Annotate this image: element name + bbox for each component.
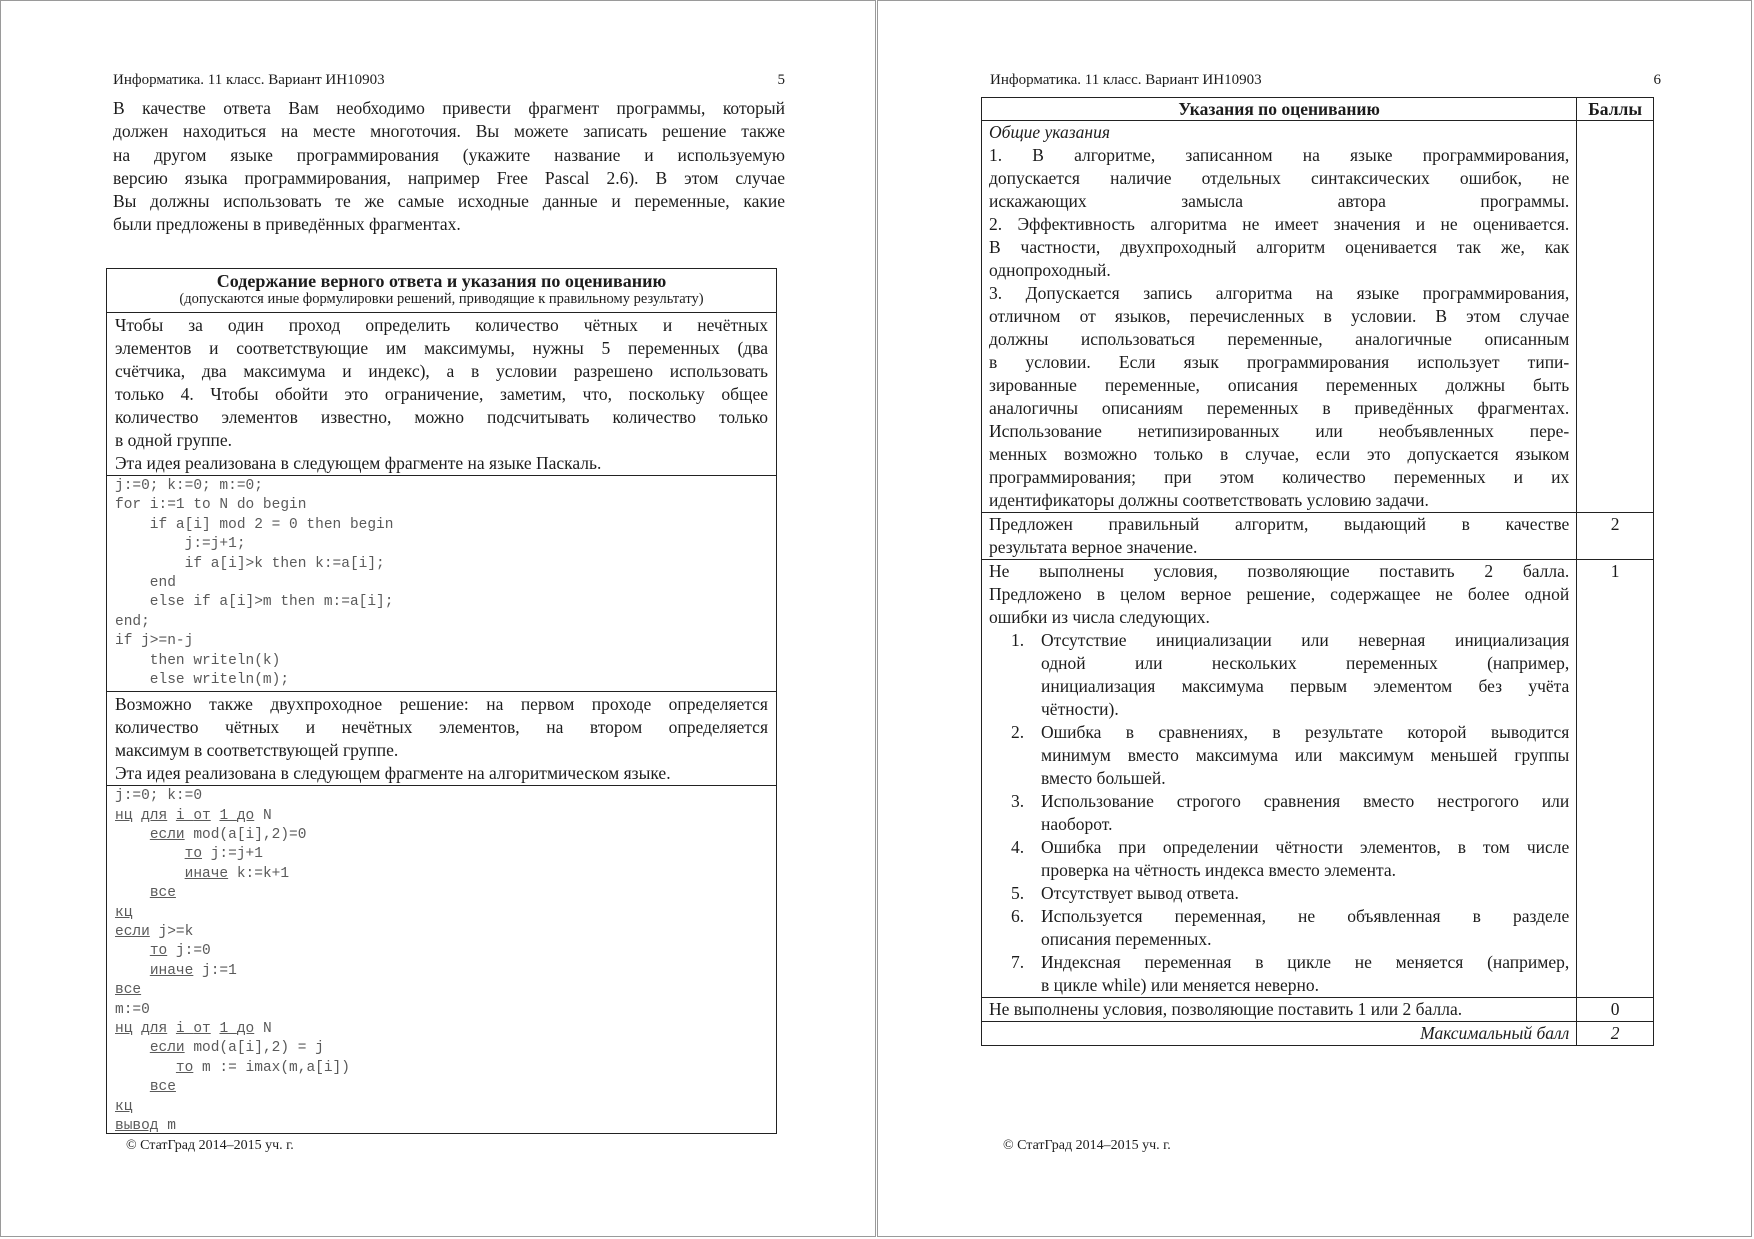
general-instruction-line: 2. Эффективность алгоритма не имеет значения и не оценивается. <box>989 214 1570 234</box>
error-item-line: чётности). <box>1041 699 1119 719</box>
score-cell <box>1577 121 1654 513</box>
code-keyword: кц <box>115 1098 133 1115</box>
general-instruction-line: 3. Допускается запись алгоритма на языке программирования, <box>989 283 1570 303</box>
page-footer: © СтатГрад 2014–2015 уч. г. <box>1003 1138 1171 1153</box>
criterion-line: Не выполнены условия, позволяющие поставить 2 балла. <box>989 561 1570 581</box>
page-number: 6 <box>1653 72 1661 88</box>
code-keyword: от <box>193 807 211 824</box>
code-line: else writeln(m); <box>115 671 290 688</box>
error-item-number: 1. <box>1011 630 1025 650</box>
error-item-line: Используется переменная, не объявленная в разделе <box>1041 906 1570 926</box>
max-score-value: 2 <box>1577 1022 1654 1046</box>
code-keyword: если <box>149 827 185 844</box>
code-line: for i:=1 to N do begin <box>115 497 307 514</box>
answer-table <box>106 268 777 1134</box>
explanation-line: Эта идея реализована в следующем фрагменте на языке Паскаль. <box>115 453 602 473</box>
code-keyword: если <box>149 1040 185 1057</box>
code-line: если j>=k <box>115 924 194 941</box>
general-instruction-line: должны использоваться переменные, аналогичные описанным <box>989 329 1570 349</box>
code-line: нц для i от 1 до N <box>115 807 272 824</box>
page-header: Информатика. 11 класс. Вариант ИН10903 <box>113 72 385 88</box>
code-line: то j:=0 <box>149 943 211 960</box>
error-list-item <box>989 629 1569 721</box>
error-list-item <box>989 905 1569 951</box>
code-keyword: нц <box>115 807 133 824</box>
criterion-line: Предложено в целом верное решение, содержащее не более одной <box>989 584 1570 604</box>
code-keyword: 1 <box>219 807 237 824</box>
code-line <box>115 904 768 923</box>
code-line: иначе k:=k+1 <box>184 865 290 882</box>
criterion-1-cell <box>982 560 1577 998</box>
code-line: j:=0; k:=0; m:=0; <box>115 478 263 494</box>
general-instructions-text <box>989 144 1569 512</box>
error-item-number: 4. <box>1011 837 1025 857</box>
explanation-line: Чтобы за один проход определить количество чётных и нечётных <box>115 315 768 335</box>
code-line: m:=0 <box>115 1001 150 1018</box>
explanation-line: в одной группе. <box>115 430 232 450</box>
explanation-line: максимум в соответствующей группе. <box>115 740 399 761</box>
explanation-line: количество чётных и нечётных элементов, на втором определяется <box>115 717 768 738</box>
code-line: нц для i от 1 до N <box>115 1020 272 1037</box>
code-keyword: если <box>115 924 150 941</box>
code-line: end; <box>115 613 150 630</box>
general-instruction-line: однопроходный. <box>989 260 1111 280</box>
error-item-line: Отсутствие инициализации или неверная инициализация <box>1041 630 1570 650</box>
code-keyword: все <box>115 982 142 999</box>
criterion-0-cell: Не выполнены условия, позволяющие поставить 1 или 2 балла. <box>982 998 1577 1022</box>
explanation-line: Возможно также двухпроходное решение: на первом проходе определяется <box>115 694 768 715</box>
general-instruction-line: Использование нетипизированных или необъявленных пере- <box>989 421 1570 441</box>
code-keyword: 1 <box>219 1020 237 1037</box>
explanation-line: счётчика, два максимума и индекс), а в условии разрешено использовать <box>115 361 768 381</box>
intro-line: Вы должны использовать те же самые исходные данные и переменные, какие <box>113 191 785 212</box>
code-line: если mod(a[i],2)=0 <box>149 827 307 844</box>
code-line: if a[i]>k then k:=a[i]; <box>115 555 385 572</box>
page-header: Информатика. 11 класс. Вариант ИН10903 <box>990 72 1262 88</box>
general-instruction-line: в условии. Если язык программирования использует типи- <box>989 352 1570 372</box>
error-list-item <box>989 721 1569 790</box>
error-item-line: Отсутствует вывод ответа. <box>1041 883 1239 903</box>
general-instruction-line: допускается наличие отдельных синтаксических ошибок, не <box>989 168 1570 188</box>
max-score-label: Максимальный балл <box>982 1022 1577 1046</box>
scoring-table <box>981 97 1654 1046</box>
error-item-line: проверка на чётность индекса вместо элемента. <box>1041 860 1397 880</box>
code-line: иначе j:=1 <box>149 962 237 979</box>
general-instruction-line: менных возможно только в случае, если это допускается языком <box>989 444 1570 464</box>
general-instruction-line: зированные переменные, описания переменных должны быть <box>989 375 1570 395</box>
general-instructions-cell <box>982 121 1577 513</box>
error-item-line: Индексная переменная в цикле не меняется (например, <box>1041 952 1570 972</box>
code-line: если mod(a[i],2) = j <box>149 1040 324 1057</box>
criterion-1-score: 1 <box>1577 560 1654 998</box>
error-item-line: Ошибка в сравнениях, в результате которой выводится <box>1041 722 1570 742</box>
code-keyword: i <box>175 807 194 824</box>
page-footer: © СтатГрад 2014–2015 уч. г. <box>126 1138 294 1153</box>
error-item-line: в цикле while) или меняется неверно. <box>1041 975 1320 995</box>
error-list-item <box>989 882 1569 905</box>
code-keyword: нц <box>115 1020 133 1037</box>
code-keyword: кц <box>115 904 133 921</box>
code-line: end <box>115 574 176 591</box>
error-item-line: одной или нескольких переменных (например, <box>1041 653 1570 673</box>
error-item-line: инициализация максимума первым элементом без учёта <box>1041 676 1570 696</box>
code-line: else if a[i]>m then m:=a[i]; <box>115 594 394 611</box>
code-line: j:=j+1; <box>115 536 246 553</box>
intro-paragraph <box>113 97 785 237</box>
error-list <box>989 629 1569 997</box>
code-line: то j:=j+1 <box>184 846 263 863</box>
code-keyword: то <box>184 846 203 863</box>
code-keyword: все <box>149 885 176 902</box>
code-keyword: до <box>236 1020 255 1037</box>
error-item-number: 6. <box>1011 906 1025 926</box>
error-item-line: Использование строгого сравнения вместо нестрогого или <box>1041 791 1570 811</box>
code-keyword: иначе <box>184 865 229 882</box>
code-line: then writeln(k) <box>115 652 281 669</box>
code-keyword: до <box>236 807 255 824</box>
code-line: j:=0; k:=0 <box>115 788 203 805</box>
error-item-number: 3. <box>1011 791 1025 811</box>
general-instruction-line: отличном от языков, перечисленных в условии. В этом случае <box>989 306 1570 326</box>
code-line: if j>=n-j <box>115 633 194 650</box>
error-item-line: Ошибка при определении чётности элементов, в том числе <box>1041 837 1570 857</box>
page-number: 5 <box>777 72 785 88</box>
code-keyword: от <box>193 1020 211 1037</box>
intro-line: В качестве ответа Вам необходимо привести фрагмент программы, который <box>113 98 785 118</box>
code-keyword: все <box>149 1079 176 1096</box>
intro-line: версию языка программирования, например Free Pascal 2.6). В этом случае <box>113 167 785 188</box>
error-item-line: минимум вместо максимума или максимум меньшей группы <box>1041 745 1570 765</box>
general-instructions-title: Общие указания <box>989 122 1110 142</box>
criterion-line: результата верное значение. <box>989 537 1198 557</box>
algorithmic-code-block <box>107 785 776 1136</box>
two-pass-explanation <box>107 692 776 785</box>
answer-table-subtitle: (допускаются иные формулировки решений, приводящие к правильному результату) <box>179 291 704 307</box>
code-keyword: то <box>149 943 168 960</box>
intro-line: были предложены в приведённых фрагментах. <box>113 214 461 235</box>
code-keyword: то <box>175 1059 194 1076</box>
answer-table-title: Содержание верного ответа и указания по оцениванию <box>216 271 667 291</box>
error-item-number: 7. <box>1011 952 1025 972</box>
criterion-line: Предложен правильный алгоритм, выдающий в качестве <box>989 514 1570 534</box>
intro-line: должен находиться на месте многоточия. Вы можете записать решение также <box>113 121 785 142</box>
general-instruction-line: В частности, двухпроходный алгоритм оценивается так же, как <box>989 237 1570 257</box>
intro-line: на другом языке программирования (укажите название и используемую <box>113 144 785 165</box>
general-instruction-line: аналогичны описаниям переменных в приведённых фрагментах. <box>989 398 1570 418</box>
explanation-line: количество элементов известно, можно подсчитывать количество только <box>115 407 768 427</box>
criterion-2-cell <box>982 513 1577 560</box>
explanation-line: только 4. Чтобы обойти это ограничение, заметим, что, поскольку общее <box>115 384 768 404</box>
general-instruction-line: искажающих замысла автора программы. <box>989 191 1570 211</box>
code-keyword: для <box>141 807 168 824</box>
code-keyword: i <box>175 1020 194 1037</box>
error-item-line: наоборот. <box>1041 814 1113 834</box>
code-keyword: вывод <box>115 1117 159 1134</box>
code-line: вывод m <box>115 1117 176 1134</box>
code-line: if a[i] mod 2 = 0 then begin <box>115 516 394 533</box>
code-line: то m := imax(m,a[i]) <box>175 1059 350 1076</box>
general-instruction-line: 1. В алгоритме, записанном на языке программирования, <box>989 145 1570 165</box>
error-list-item <box>989 951 1569 997</box>
col-score-header: Баллы <box>1577 98 1654 121</box>
code-keyword: иначе <box>149 962 194 979</box>
pascal-code-block <box>107 475 776 692</box>
col-instructions-header: Указания по оцениванию <box>982 98 1577 121</box>
code-line <box>115 1078 768 1097</box>
error-list-item <box>989 836 1569 882</box>
error-item-number: 5. <box>1011 883 1025 903</box>
explanation-line: Эта идея реализована в следующем фрагменте на алгоритмическом языке. <box>115 763 671 784</box>
error-list-item <box>989 790 1569 836</box>
criterion-0-score: 0 <box>1577 998 1654 1022</box>
error-item-line: вместо большей. <box>1041 768 1166 788</box>
code-line <box>115 1098 768 1117</box>
code-line <box>115 981 768 1000</box>
general-instruction-line: программирования; при этом количество переменных и их <box>989 467 1570 487</box>
code-line <box>115 884 768 903</box>
criterion-2-score: 2 <box>1577 513 1654 560</box>
error-item-line: описания переменных. <box>1041 929 1212 949</box>
criterion-line: ошибки из числа следующих. <box>989 607 1210 627</box>
error-item-number: 2. <box>1011 722 1025 742</box>
code-keyword: для <box>141 1020 168 1037</box>
explanation-line: элементов и соответствующие им максимумы, нужны 5 переменных (два <box>115 338 768 358</box>
general-instruction-line: идентификаторы должны соответствовать условию задачи. <box>989 490 1429 510</box>
answer-table-header <box>107 269 776 313</box>
one-pass-explanation <box>107 313 776 475</box>
